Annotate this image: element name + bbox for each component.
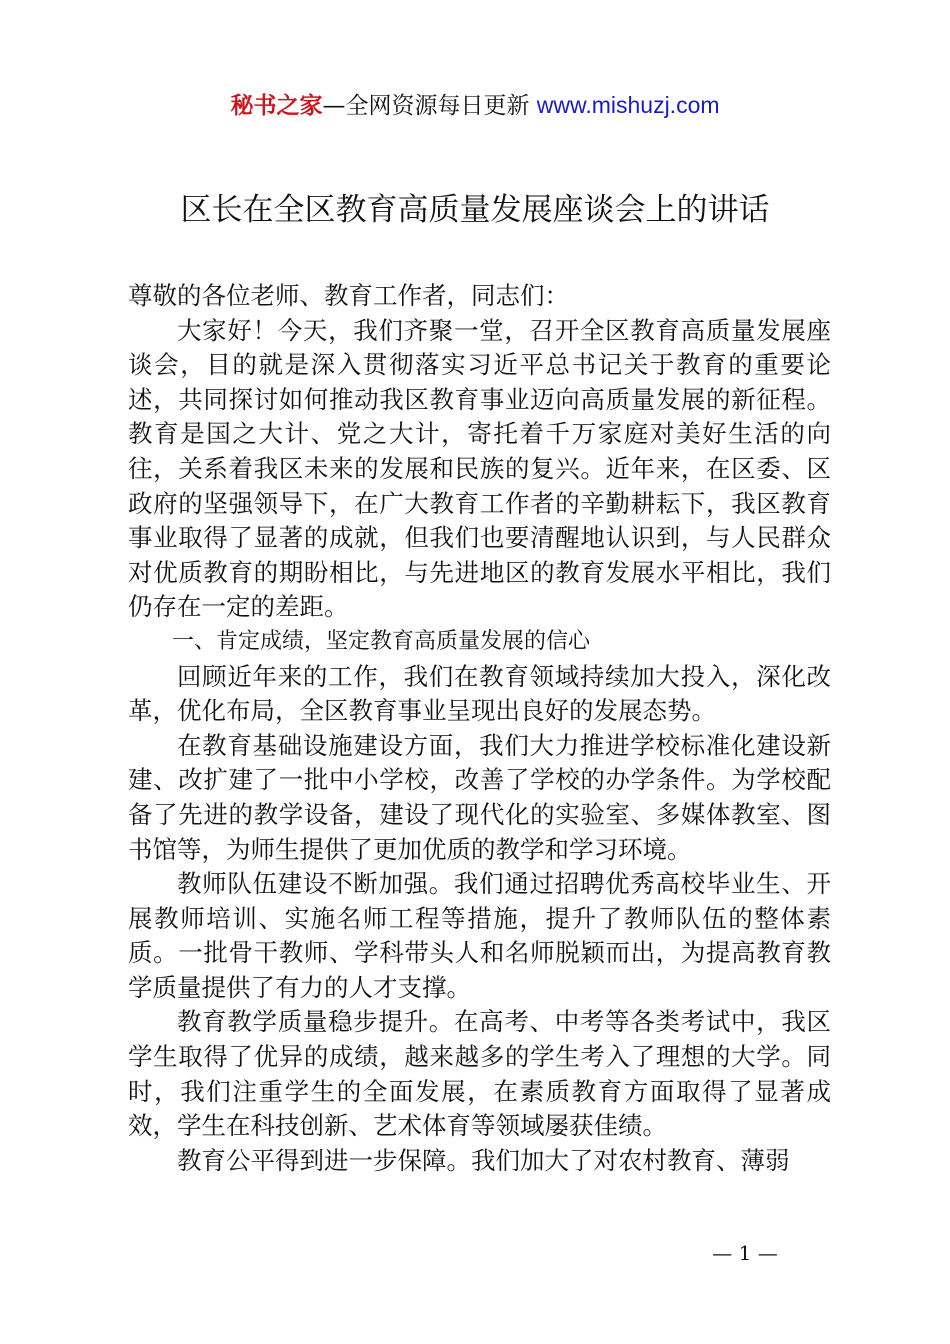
paragraph: 教育教学质量稳步提升。在高考、中考等各类考试中，我区学生取得了优异的成绩，越来越多的学生考入了理想的大学。同时，我们注重学生的全面发展，在素质教育方面取得了显著成效，学生在科技创新、艺术体育等领域屡获佳绩。 <box>128 1007 831 1141</box>
site-banner <box>0 88 950 123</box>
paragraph: 在教育基础设施建设方面，我们大力推进学校标准化建设新建、改扩建了一批中小学校，改善了学校的办学条件。为学校配备了先进的教学设备，建设了现代化的实验室、多媒体教室、图书馆等，为师生提供了更加优质的教学和学习环境。 <box>128 730 831 864</box>
paragraph: 回顾近年来的工作，我们在教育领域持续加大投入，深化改革，优化布局，全区教育事业呈现出良好的发展态势。 <box>128 661 831 726</box>
paragraph: 教育公平得到进一步保障。我们加大了对农村教育、薄弱 <box>177 1145 790 1175</box>
paragraph-opening: 大家好！今天，我们齐聚一堂，召开全区教育高质量发展座谈会，目的就是深入贯彻落实习近平总书记关于教育的重要论述，共同探讨如何推动我区教育事业迈向高质量发展的新征程。教育是国之大计、党之大计，寄托着千万家庭对美好生活的向往，关系着我区未来的发展和民族的复兴。近年来，在区委、区政府的坚强领导下，在广大教育工作者的辛勤耕耘下，我区教育事业取得了显著的成就，但我们也要清醒地认识到，与人民群众对优质教育的期盼相比，与先进地区的教育发展水平相比，我们仍存在一定的差距。 <box>128 315 831 622</box>
banner-tagline: —全网资源每日更新 <box>322 93 537 119</box>
document-body <box>128 279 831 1178</box>
document-title: 区长在全区教育高质量发展座谈会上的讲话 <box>180 192 770 228</box>
salutation: 尊敬的各位老师、教育工作者，同志们： <box>128 281 569 310</box>
page-number: — 1 — <box>712 1241 778 1265</box>
paragraph: 教师队伍建设不断加强。我们通过招聘优秀高校毕业生、开展教师培训、实施名师工程等措施，提升了教师队伍的整体素质。一批骨干教师、学科带头人和名师脱颖而出，为提高教育教学质量提供了有力的人才支撑。 <box>128 869 831 1002</box>
brand-name: 秘书之家 <box>230 93 323 119</box>
website-link[interactable]: www.mishuzj.com <box>536 92 720 118</box>
section-heading: 一、肯定成绩，坚定教育高质量发展的信心 <box>172 628 591 654</box>
